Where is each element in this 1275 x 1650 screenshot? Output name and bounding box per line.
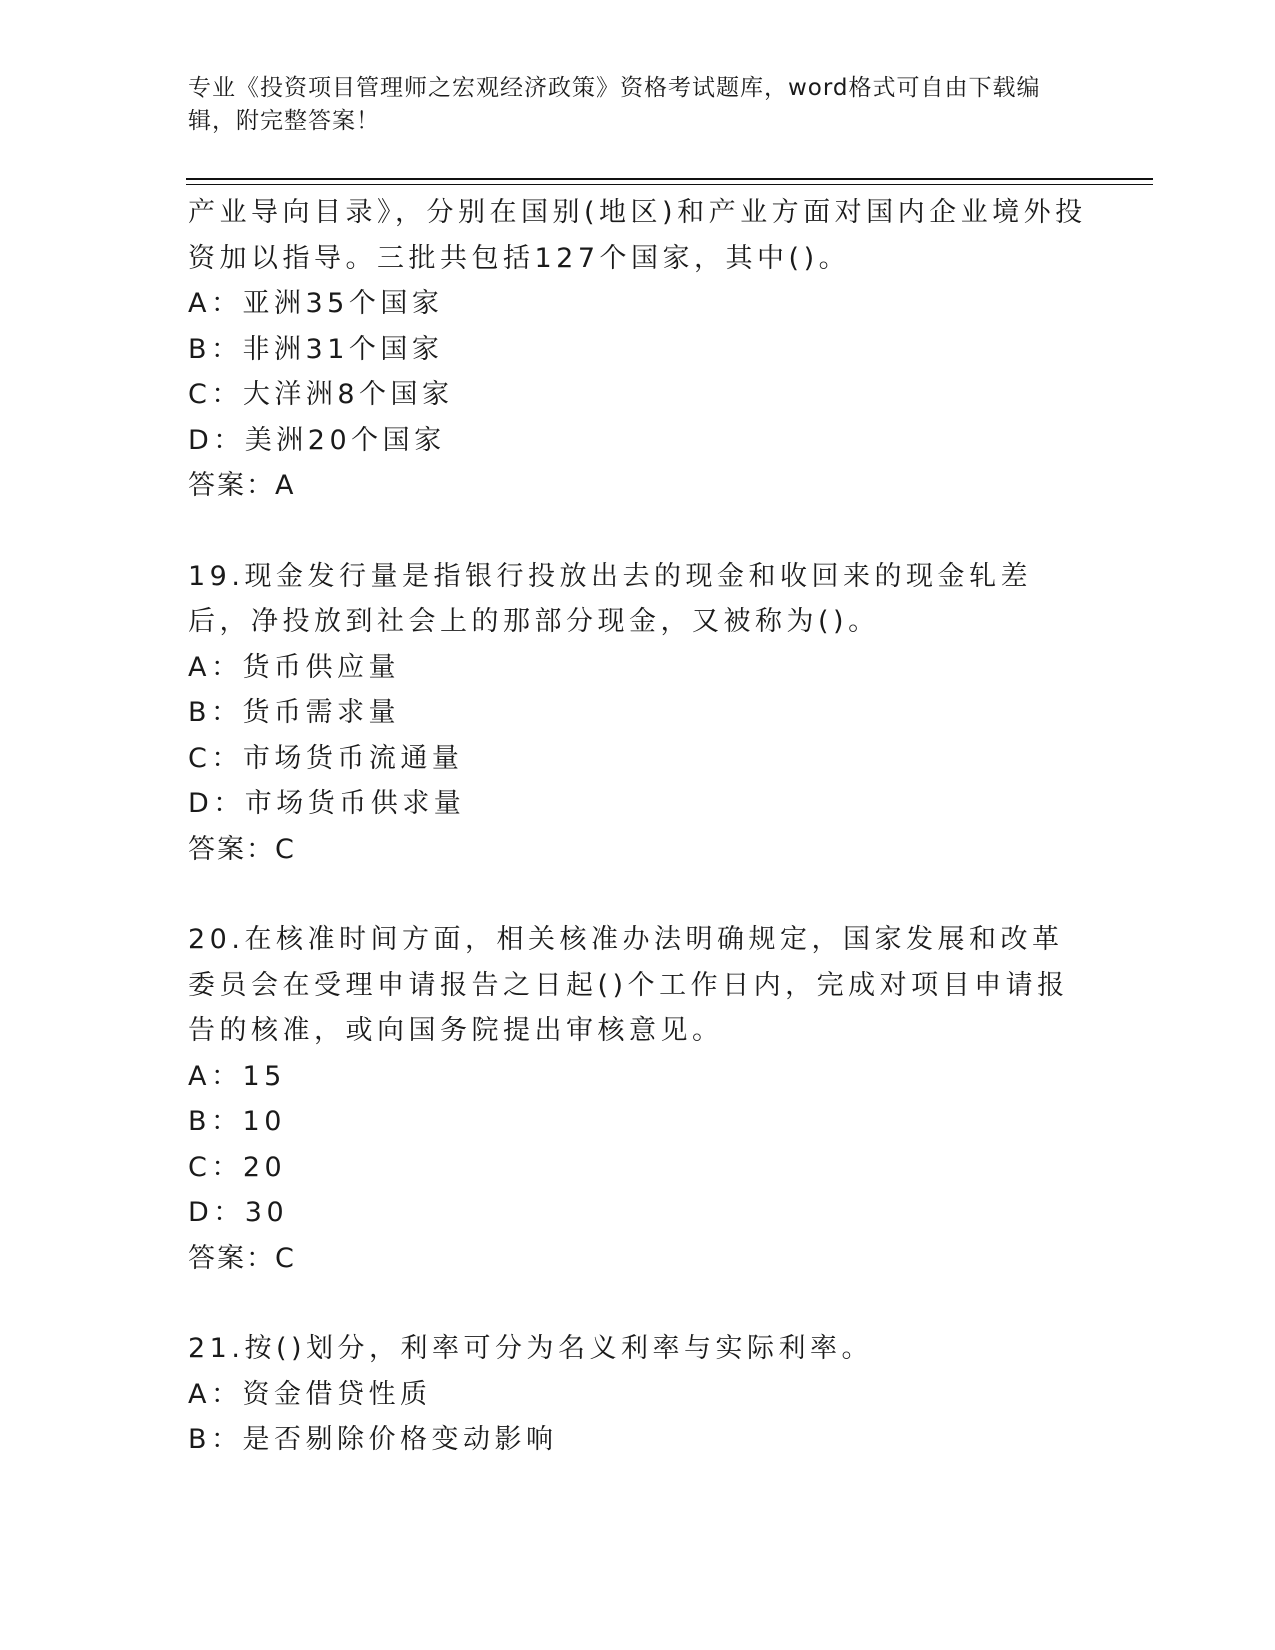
option-b: B：是否剔除价格变动影响 — [188, 1424, 558, 1455]
option-d: D：市场货币供求量 — [188, 788, 466, 819]
option-d: D：美洲20个国家 — [188, 424, 446, 456]
question-text: 产业导向目录》，分别在国别(地区)和产业方面对国内企业境外投资加以指导。三批共包括127个国家，其中()。 — [188, 197, 1087, 274]
option-b: B：非洲31个国家 — [188, 333, 444, 365]
option-a: A：资金借贷性质 — [188, 1378, 432, 1410]
spacer — [188, 509, 1088, 554]
answer: 答案：C — [188, 1242, 296, 1274]
option-a: A：亚洲35个国家 — [188, 288, 444, 319]
header-rule-thick — [186, 178, 1153, 180]
question-text: 20.在核准时间方面，相关核准办法明确规定，国家发展和改革委员会在受理申请报告之日起()个工作日内，完成对项目申请报告的核准，或向国务院提出审核意见。 — [188, 924, 1069, 1046]
option-c: C：市场货币流通量 — [188, 742, 464, 774]
answer: 答案：C — [188, 833, 296, 865]
option-b: B：货币需求量 — [188, 697, 401, 728]
spacer — [188, 1281, 1088, 1326]
question-content — [188, 190, 1088, 1463]
spacer — [188, 872, 1088, 917]
document-header: 专业《投资项目管理师之宏观经济政策》资格考试题库，word格式可自由下载编辑，附完整答案！ — [188, 75, 1041, 134]
option-c: C：20 — [188, 1151, 287, 1183]
question-21 — [188, 1326, 1088, 1463]
question-18-continued — [188, 190, 1088, 509]
header-rule-thin — [186, 184, 1153, 185]
option-b: B：10 — [188, 1106, 286, 1137]
option-d: D：30 — [188, 1197, 289, 1228]
answer: 答案：A — [188, 470, 296, 501]
question-20 — [188, 917, 1088, 1281]
option-c: C：大洋洲8个国家 — [188, 379, 454, 410]
option-a: A：货币供应量 — [188, 651, 400, 683]
question-text: 21.按()划分，利率可分为名义利率与实际利率。 — [188, 1333, 874, 1364]
question-19 — [188, 554, 1088, 873]
option-a: A：15 — [188, 1060, 286, 1092]
question-text: 19.现金发行量是指银行投放出去的现金和收回来的现金轧差后，净投放到社会上的那部分现金，又被称为()。 — [188, 560, 1032, 637]
